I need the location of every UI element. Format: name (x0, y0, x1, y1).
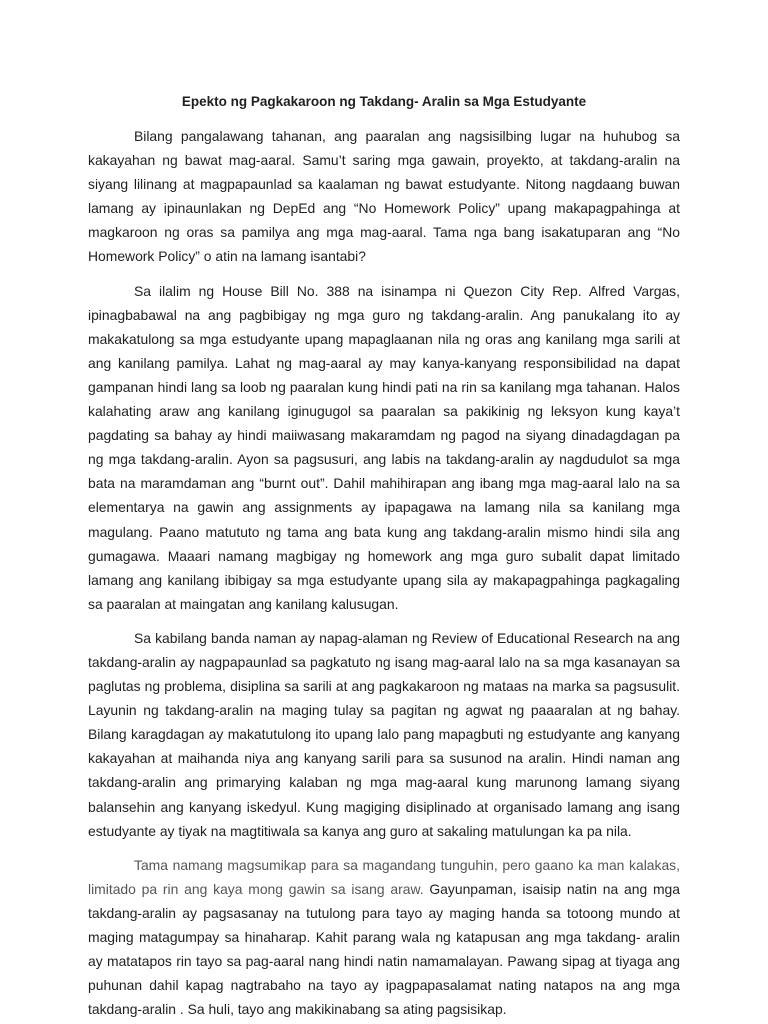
document-title: Epekto ng Pagkakaroon ng Takdang- Aralin sa Mga Estudyante (181, 94, 587, 109)
paragraph-1: Bilang pangalawang tahanan, ang paaralan ang nagsisilbing lugar na huhubog sa kakayahan ng bawat mag-aaral. Samu’t saring mga gawain, proyekto, at takdang-aralin na siyang lilinang at magpapaunlad sa kaalaman ng bawat estudyante. Nitong nagdaang buwan lamang ay ipinaunlakan ng DepEd ang “No Homework Policy” upang makapagpahinga at magkaroon ng oras sa pamilya ang mga mag-aaral. Tama nga bang isakatuparan ang “No Homework Policy” o atin na lamang isantabi? (88, 128, 680, 265)
paragraph-4 (88, 853, 680, 1022)
paragraph-2: Sa ilalim ng House Bill No. 388 na isinampa ni Quezon City Rep. Alfred Vargas, ipinagbabawal na ang pagbibigay ng mga guro ng takdang-aralin. Ang panukalang ito ay makakatulong sa mga estudyante upang mapaglaanan nila ng oras ang kanilang mga sarili at ang kanilang pamilya. Lahat ng mag-aaral ay may kanya-kanyang responsibilidad na dapat gampanan hindi lang sa loob ng paaralan kung hindi pati na rin sa kanilang mga tahanan. Halos kalahating araw ang kanilang iginugugol sa paaralan sa pakikinig ng leksyon kung kaya’t pagdating sa bahay ay hindi maiiwasang makaramdam ng pagod na siyang dinadagdagan pa ng mga takdang-aralin. Ayon sa pagsusuri, ang labis na takdang-aralin ay nagdudulot sa mga bata na maramdaman ang “burnt out”. Dahil mahihirapan ang ibang mga mag-aaral lalo na sa elementarya na gawin ang assignments ay ipapagawa na lamang nila sa kanilang mga magulang. Paano matututo ng tama ang bata kung ang takdang-aralin mismo hindi sila ang gumagawa. Maaari namang magbigay ng homework ang mga guro subalit dapat limitado lamang ang kanilang ibibigay sa mga estudyante upang sila ay makapagpahinga pagkagaling sa paaralan at maingatan ang kanilang kalusugan. (88, 282, 680, 612)
paragraph-4-body: Gayunpaman, isaisip natin na ang mga takdang-aralin ay pagsasanay na tutulong para tayo ay maging handa sa totoong mundo at maging matagumpay sa hinaharap. Kahit parang wala ng katapusan ang mga takdang- aralin ay matatapos rin tayo sa pag-aaral nang hindi natin namamalayan. Pawang sipag at tiyaga ang puhunan dahil kapag nagtrabaho na tayo ay ipagpapasalamat nating natapos na ang mga takdang-aralin . Sa huli, tayo ang makikinabang sa ating pagsisikap. (88, 880, 680, 1018)
paragraph-3: Sa kabilang banda naman ay napag-alaman ng Review of Educational Research na ang takdang-aralin ay nagpapaunlad sa pagkatuto ng isang mag-aaral lalo na sa mga kasanayan sa paglutas ng problema, disiplina sa sarili at ang pagkakaroon ng mataas na marka sa pagsusulit. Layunin ng takdang-aralin na maging tulay sa pagitan ng agwat ng paaaralan at ng bahay. Bilang karagdagan ay makatutulong ito upang lalo pang mapagbuti ng estudyante ang kanyang kakayahan at maihanda niya ang kanyang sarili para sa susunod na aralin. Hindi naman ang takdang-aralin ang primarying kalaban ng mga mag-aaral kung marunong lamang siyang balansehin ang kanyang iskedyul. Kung magiging disiplinado at organisado lamang ang isang estudyante ay tiyak na magtitiwala sa kanya ang guro at sakaling matulungan ka pa nila. (88, 629, 680, 839)
paragraph-4-lead: Tama namang magsumikap para sa magandang tunguhin, pero gaano ka man kalakas, limitado pa rin ang kaya mong gawin sa isang araw. (88, 856, 680, 897)
